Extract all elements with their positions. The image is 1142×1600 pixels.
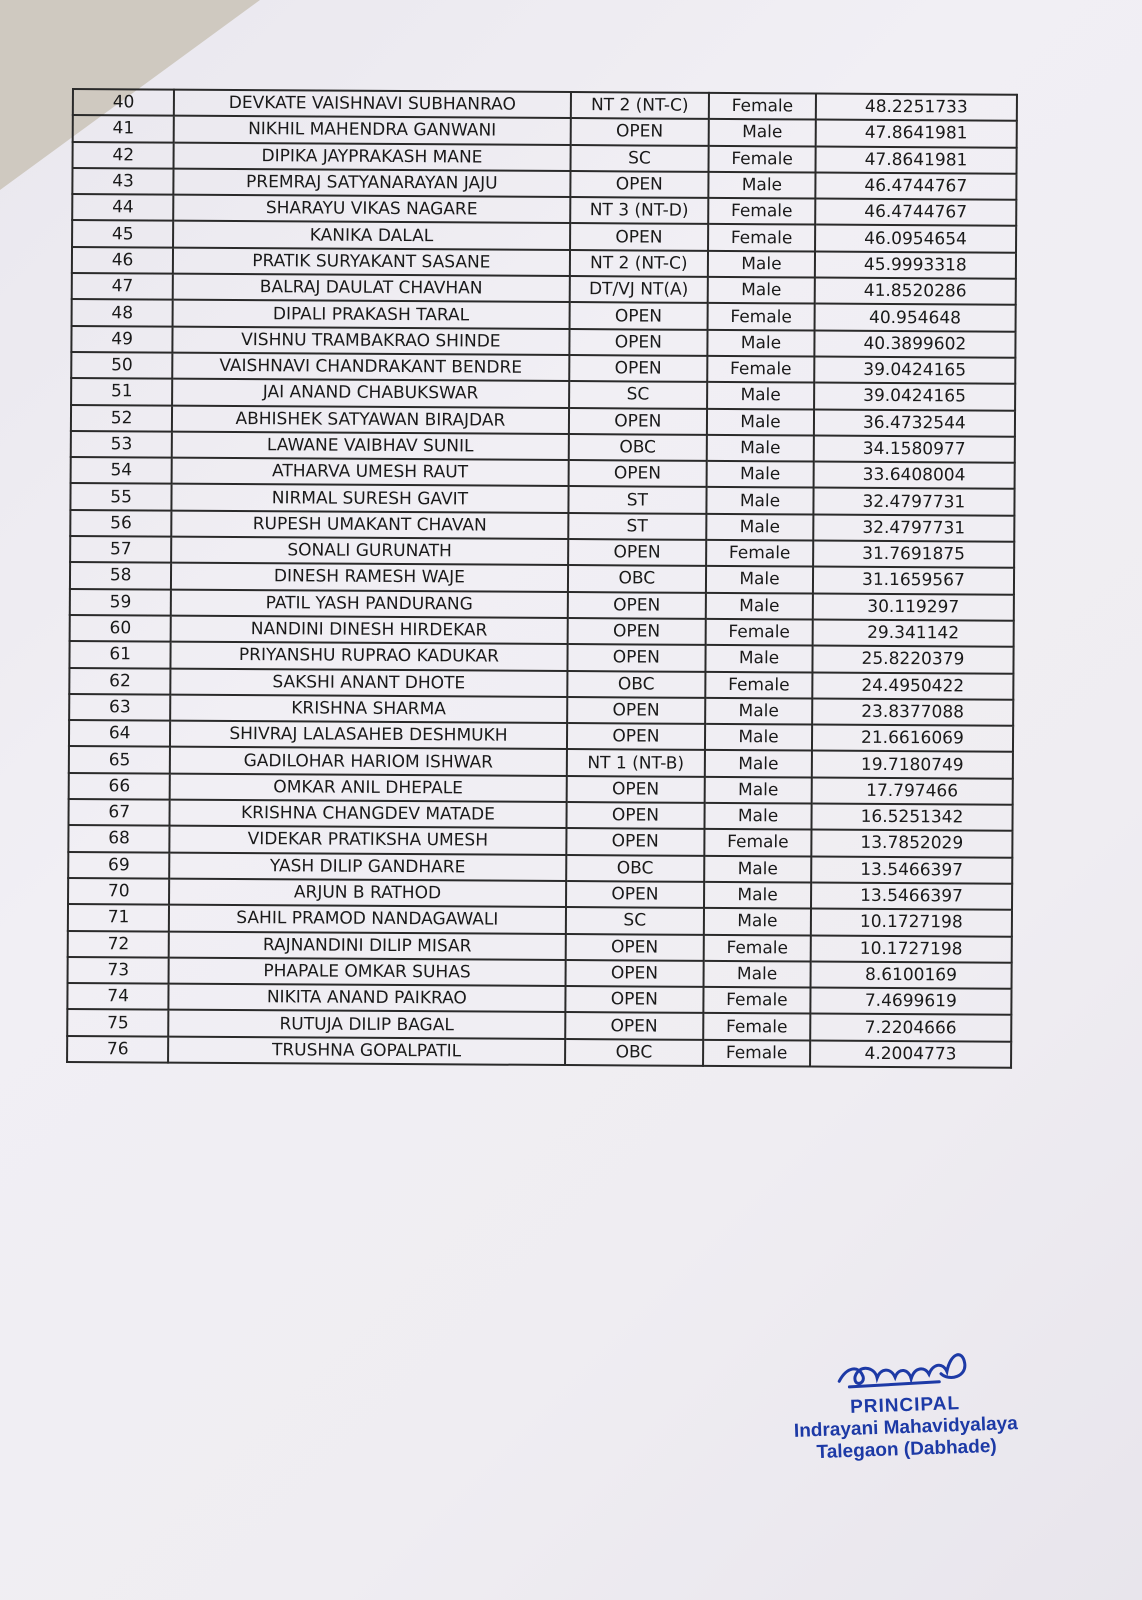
score-cell: 31.7691875 xyxy=(813,541,1014,569)
score-cell: 47.8641981 xyxy=(815,146,1016,174)
student-name-cell: SHARAYU VIKAS NAGARE xyxy=(174,195,570,224)
sr-no-cell: 68 xyxy=(68,825,169,852)
score-cell: 36.4732544 xyxy=(814,409,1015,437)
category-cell: OPEN xyxy=(569,329,708,356)
student-name-cell: JAI ANAND CHABUKSWAR xyxy=(172,379,568,408)
category-cell: OPEN xyxy=(568,539,707,566)
score-cell: 45.9993318 xyxy=(815,251,1016,279)
category-cell: OPEN xyxy=(569,302,708,329)
gender-cell: Female xyxy=(705,829,812,856)
gender-cell: Female xyxy=(704,987,811,1014)
score-cell: 31.1659567 xyxy=(813,567,1014,595)
student-name-cell: KRISHNA CHANGDEV MATADE xyxy=(170,800,566,829)
sr-no-cell: 61 xyxy=(69,641,170,668)
score-cell: 13.5466397 xyxy=(811,882,1012,910)
student-name-cell: NANDINI DINESH HIRDEKAR xyxy=(171,616,567,645)
score-cell: 25.8220379 xyxy=(812,646,1013,674)
gender-cell: Male xyxy=(705,777,812,804)
category-cell: OPEN xyxy=(567,592,706,619)
score-cell: 33.6408004 xyxy=(813,462,1014,490)
gender-cell: Male xyxy=(705,724,812,751)
student-name-cell: NIKITA ANAND PAIKRAO xyxy=(169,984,565,1013)
sr-no-cell: 72 xyxy=(68,930,169,957)
sr-no-cell: 49 xyxy=(71,326,172,353)
category-cell: OPEN xyxy=(566,723,705,750)
student-name-cell: ARJUN B RATHOD xyxy=(169,879,565,908)
category-cell: OPEN xyxy=(567,618,706,645)
score-cell: 4.2004773 xyxy=(810,1040,1011,1068)
category-cell: ST xyxy=(568,486,707,513)
gender-cell: Female xyxy=(708,198,815,225)
gender-cell: Male xyxy=(704,908,811,935)
sr-no-cell: 60 xyxy=(70,615,171,642)
gender-cell: Male xyxy=(707,435,814,462)
gender-cell: Female xyxy=(706,619,813,646)
category-cell: DT/VJ NT(A) xyxy=(569,276,708,303)
sr-no-cell: 45 xyxy=(72,220,173,247)
sr-no-cell: 46 xyxy=(72,247,173,274)
gender-cell: Female xyxy=(708,224,815,251)
gender-cell: Male xyxy=(704,961,811,988)
score-cell: 40.3899602 xyxy=(814,330,1015,358)
gender-cell: Female xyxy=(703,1013,810,1040)
sr-no-cell: 48 xyxy=(72,299,173,326)
student-name-cell: NIRMAL SURESH GAVIT xyxy=(172,484,568,513)
sr-no-cell: 44 xyxy=(72,194,173,221)
sr-no-cell: 42 xyxy=(73,142,174,169)
student-name-cell: NIKHIL MAHENDRA GANWANI xyxy=(174,116,570,145)
category-cell: OPEN xyxy=(569,355,708,382)
score-cell: 48.2251733 xyxy=(816,94,1017,122)
student-name-cell: PREMRAJ SATYANARAYAN JAJU xyxy=(174,169,570,198)
student-name-cell: BALRAJ DAULAT CHAVHAN xyxy=(173,274,569,303)
gender-cell: Female xyxy=(705,671,812,698)
gender-cell: Male xyxy=(706,593,813,620)
category-cell: OPEN xyxy=(565,1012,704,1039)
student-name-cell: RUPESH UMAKANT CHAVAN xyxy=(172,510,568,539)
gender-cell: Male xyxy=(704,855,811,882)
student-name-cell: RAJNANDINI DILIP MISAR xyxy=(169,931,565,960)
gender-cell: Male xyxy=(707,461,814,488)
category-cell: SC xyxy=(569,381,708,408)
sr-no-cell: 67 xyxy=(68,799,169,826)
gender-cell: Female xyxy=(708,303,815,330)
table-body xyxy=(67,89,1017,1068)
score-cell: 10.1727198 xyxy=(811,909,1012,937)
category-cell: OPEN xyxy=(570,171,709,198)
table-row xyxy=(67,1036,1011,1068)
category-cell: OPEN xyxy=(567,697,706,724)
gender-cell: Male xyxy=(707,382,814,409)
category-cell: OPEN xyxy=(570,224,709,251)
gender-cell: Male xyxy=(706,645,813,672)
student-name-cell: DEVKATE VAISHNAVI SUBHANRAO xyxy=(174,90,570,119)
sr-no-cell: 53 xyxy=(71,431,172,458)
gender-cell: Female xyxy=(703,1040,810,1067)
student-name-cell: SONALI GURUNATH xyxy=(171,537,567,566)
category-cell: OPEN xyxy=(566,881,705,908)
gender-cell: Male xyxy=(709,119,816,146)
category-cell: OPEN xyxy=(565,960,704,987)
category-cell: SC xyxy=(570,145,709,172)
sr-no-cell: 74 xyxy=(67,983,168,1010)
student-name-cell: OMKAR ANIL DHEPALE xyxy=(170,773,566,802)
gender-cell: Male xyxy=(705,750,812,777)
score-cell: 32.4797731 xyxy=(813,488,1014,516)
student-name-cell: PHAPALE OMKAR SUHAS xyxy=(169,957,565,986)
category-cell: OPEN xyxy=(565,934,704,961)
score-cell: 32.4797731 xyxy=(813,514,1014,542)
sr-no-cell: 75 xyxy=(67,1009,168,1036)
institution-name: Indrayani Mahavidyalaya xyxy=(793,1413,1019,1442)
signature-mark xyxy=(828,1342,980,1395)
gender-cell: Male xyxy=(708,330,815,357)
category-cell: NT 1 (NT-B) xyxy=(566,749,705,776)
score-cell: 7.2204666 xyxy=(810,1014,1011,1042)
student-name-cell: DIPALI PRAKASH TARAL xyxy=(173,300,569,329)
score-cell: 23.8377088 xyxy=(812,698,1013,726)
score-cell: 47.8641981 xyxy=(815,120,1016,148)
student-name-cell: GADILOHAR HARIOM ISHWAR xyxy=(170,747,566,776)
sr-no-cell: 66 xyxy=(69,773,170,800)
sr-no-cell: 62 xyxy=(69,668,170,695)
category-cell: OPEN xyxy=(570,118,709,145)
sr-no-cell: 50 xyxy=(71,352,172,379)
gender-cell: Male xyxy=(704,882,811,909)
category-cell: OPEN xyxy=(567,644,706,671)
sr-no-cell: 57 xyxy=(70,536,171,563)
score-cell: 13.5466397 xyxy=(811,856,1012,884)
score-cell: 19.7180749 xyxy=(812,751,1013,779)
student-name-cell: SHIVRAJ LALASAHEB DESHMUKH xyxy=(170,721,566,750)
sr-no-cell: 76 xyxy=(67,1036,168,1063)
sr-no-cell: 73 xyxy=(68,957,169,984)
category-cell: OPEN xyxy=(566,828,705,855)
category-cell: OBC xyxy=(567,565,706,592)
student-name-cell: RUTUJA DILIP BAGAL xyxy=(169,1010,565,1039)
score-cell: 30.119297 xyxy=(813,593,1014,621)
score-cell: 8.6100169 xyxy=(810,961,1011,989)
sr-no-cell: 71 xyxy=(68,904,169,931)
category-cell: OBC xyxy=(565,1039,704,1066)
score-cell: 10.1727198 xyxy=(810,935,1011,963)
sr-no-cell: 51 xyxy=(71,378,172,405)
student-name-cell: KANIKA DALAL xyxy=(173,221,569,250)
gender-cell: Male xyxy=(707,487,814,514)
sr-no-cell: 43 xyxy=(72,168,173,195)
score-cell: 24.4950422 xyxy=(812,672,1013,700)
score-cell: 40.954648 xyxy=(814,304,1015,332)
category-cell: OBC xyxy=(567,671,706,698)
category-cell: NT 2 (NT-C) xyxy=(569,250,708,277)
gender-cell: Female xyxy=(709,93,816,120)
student-name-cell: ATHARVA UMESH RAUT xyxy=(172,458,568,487)
score-cell: 21.6616069 xyxy=(812,725,1013,753)
sr-no-cell: 47 xyxy=(72,273,173,300)
category-cell: SC xyxy=(565,907,704,934)
category-cell: OBC xyxy=(566,855,705,882)
score-cell: 7.4699619 xyxy=(810,988,1011,1016)
student-name-cell: PATIL YASH PANDURANG xyxy=(171,589,567,618)
category-cell: OBC xyxy=(568,434,707,461)
sr-no-cell: 64 xyxy=(69,720,170,747)
gender-cell: Female xyxy=(709,145,816,172)
score-cell: 16.5251342 xyxy=(811,804,1012,832)
institution-location: Talegaon (Dabhade) xyxy=(816,1435,998,1464)
student-name-cell: VISHNU TRAMBAKRAO SHINDE xyxy=(173,326,569,355)
gender-cell: Male xyxy=(709,172,816,199)
merit-list-table xyxy=(66,88,1018,1069)
gender-cell: Male xyxy=(706,566,813,593)
student-name-cell: SAKSHI ANANT DHOTE xyxy=(171,668,567,697)
sr-no-cell: 40 xyxy=(73,89,174,116)
student-name-cell: KRISHNA SHARMA xyxy=(170,694,566,723)
sr-no-cell: 41 xyxy=(73,115,174,142)
student-name-cell: ABHISHEK SATYAWAN BIRAJDAR xyxy=(172,405,568,434)
student-name-cell: PRIYANSHU RUPRAO KADUKAR xyxy=(171,642,567,671)
gender-cell: Male xyxy=(706,514,813,541)
score-cell: 46.0954654 xyxy=(815,225,1016,253)
sr-no-cell: 56 xyxy=(70,510,171,537)
category-cell: NT 2 (NT-C) xyxy=(570,92,709,119)
student-name-cell: VAISHNAVI CHANDRAKANT BENDRE xyxy=(173,353,569,382)
score-cell: 29.341142 xyxy=(812,619,1013,647)
category-cell: OPEN xyxy=(566,776,705,803)
score-cell: 39.0424165 xyxy=(814,383,1015,411)
score-cell: 17.797466 xyxy=(811,777,1012,805)
sr-no-cell: 52 xyxy=(71,405,172,432)
student-name-cell: PRATIK SURYAKANT SASANE xyxy=(173,247,569,276)
score-cell: 46.4744767 xyxy=(815,172,1016,200)
student-name-cell: LAWANE VAIBHAV SUNIL xyxy=(172,431,568,460)
student-name-cell: DINESH RAMESH WAJE xyxy=(171,563,567,592)
sr-no-cell: 59 xyxy=(70,589,171,616)
student-name-cell: YASH DILIP GANDHARE xyxy=(169,852,565,881)
gender-cell: Female xyxy=(704,934,811,961)
category-cell: ST xyxy=(568,513,707,540)
category-cell: OPEN xyxy=(566,802,705,829)
student-name-cell: VIDEKAR PRATIKSHA UMESH xyxy=(170,826,566,855)
sr-no-cell: 69 xyxy=(68,852,169,879)
score-cell: 13.7852029 xyxy=(811,830,1012,858)
category-cell: OPEN xyxy=(568,460,707,487)
student-name-cell: DIPIKA JAYPRAKASH MANE xyxy=(174,142,570,171)
sr-no-cell: 55 xyxy=(70,483,171,510)
gender-cell: Male xyxy=(705,803,812,830)
score-cell: 34.1580977 xyxy=(814,435,1015,463)
gender-cell: Female xyxy=(707,356,814,383)
sr-no-cell: 65 xyxy=(69,746,170,773)
student-name-cell: TRUSHNA GOPALPATIL xyxy=(168,1036,564,1065)
score-cell: 39.0424165 xyxy=(814,357,1015,385)
gender-cell: Male xyxy=(708,251,815,278)
category-cell: OPEN xyxy=(565,986,704,1013)
score-cell: 46.4744767 xyxy=(815,199,1016,227)
gender-cell: Male xyxy=(705,698,812,725)
sr-no-cell: 63 xyxy=(69,694,170,721)
sr-no-cell: 58 xyxy=(70,562,171,589)
category-cell: OPEN xyxy=(568,408,707,435)
score-cell: 41.8520286 xyxy=(815,278,1016,306)
gender-cell: Female xyxy=(706,540,813,567)
principal-stamp xyxy=(758,1340,1052,1466)
category-cell: NT 3 (NT-D) xyxy=(570,197,709,224)
sr-no-cell: 54 xyxy=(71,457,172,484)
gender-cell: Male xyxy=(708,277,815,304)
gender-cell: Male xyxy=(707,408,814,435)
principal-title: PRINCIPAL xyxy=(849,1393,961,1418)
student-name-cell: SAHIL PRAMOD NANDAGAWALI xyxy=(169,905,565,934)
sr-no-cell: 70 xyxy=(68,878,169,905)
